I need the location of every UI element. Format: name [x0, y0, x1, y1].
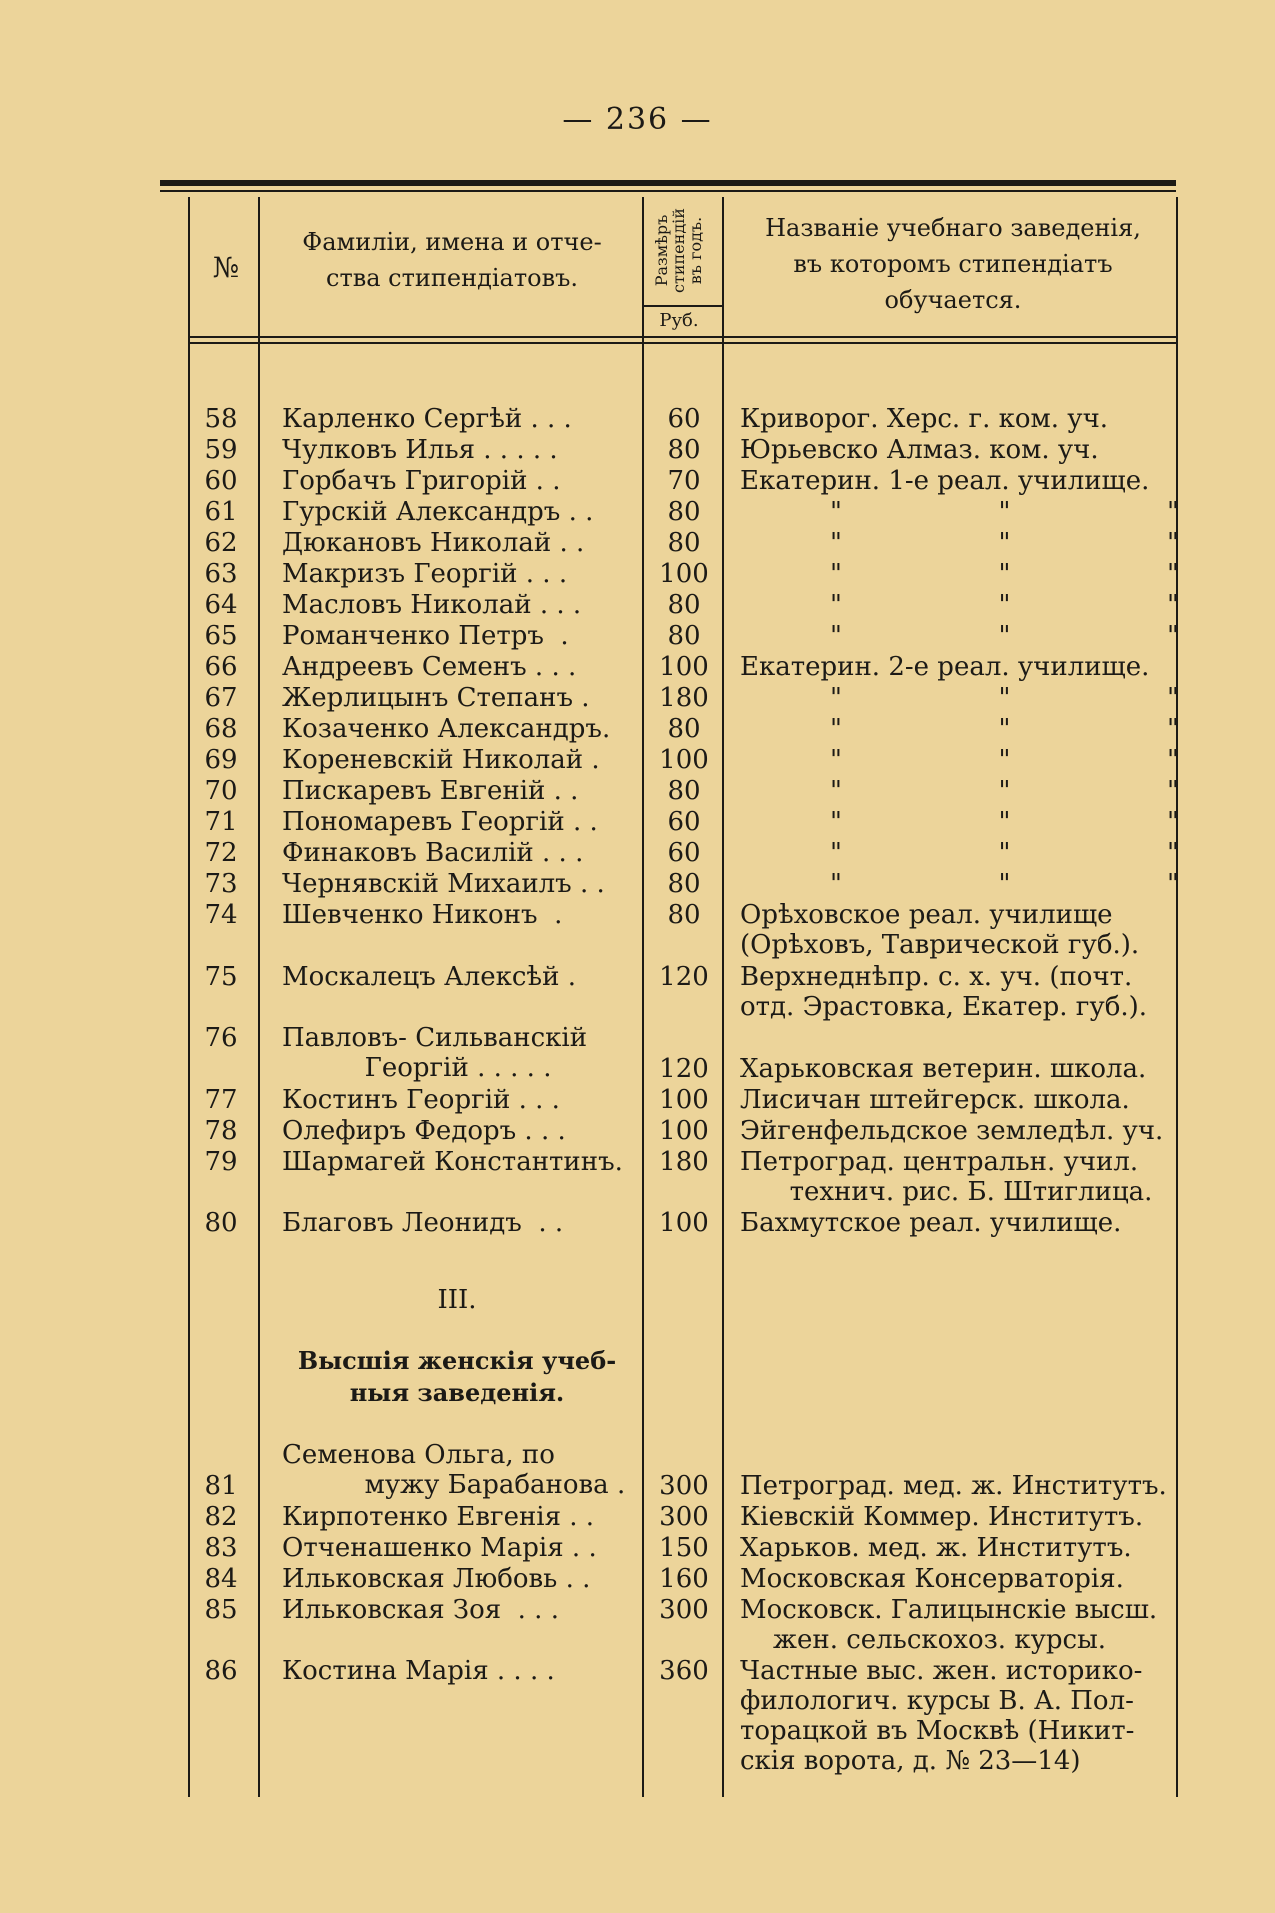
row-institution: " " ": [830, 621, 1179, 651]
row-name: Кирпотенко Евгенія . .: [282, 1501, 595, 1532]
row-amount: 80: [667, 714, 701, 744]
row-institution: " " ": [830, 590, 1179, 620]
row-amount: 70: [667, 466, 701, 496]
row-institution: Петроград. центральн. учил. технич. рис. Б. Штиглица.: [740, 1146, 1153, 1207]
row-institution: Бахмутское реал. училище.: [740, 1208, 1122, 1238]
row-number: 59: [204, 435, 238, 465]
row-amount: 80: [667, 435, 701, 465]
row-institution: Эйгенфельдское земледѣл. уч.: [740, 1115, 1164, 1146]
row-number: 72: [204, 838, 238, 868]
row-amount: 80: [667, 528, 701, 558]
row-institution: Харьков. мед. ж. Институтъ.: [740, 1532, 1132, 1563]
column-divider: [642, 197, 644, 1797]
row-number: 70: [204, 776, 238, 806]
column-divider: [258, 197, 260, 1797]
row-institution: Московск. Галицынскіе высш. жен. сельскохоз. курсы.: [740, 1594, 1158, 1655]
row-name: Шевченко Никонъ .: [282, 900, 563, 930]
row-institution: " " ": [830, 559, 1179, 589]
row-name: Костинъ Георгій . . .: [282, 1084, 560, 1115]
row-amount: 80: [667, 590, 701, 620]
row-institution: Верхнеднѣпр. с. х. уч. (почт. отд. Эрастовка, Екатер. губ.).: [740, 961, 1148, 1022]
row-number: 66: [204, 652, 238, 682]
row-name: Кореневскій Николай .: [282, 745, 600, 775]
row-institution: Екатерин. 2-е реал. училище.: [740, 652, 1150, 682]
row-institution: " " ": [830, 869, 1179, 899]
row-amount: 60: [667, 404, 701, 434]
row-amount: 300: [659, 1470, 709, 1501]
row-institution: " " ": [830, 497, 1179, 527]
row-amount: 60: [667, 838, 701, 868]
row-name: Ильковская Любовь . .: [282, 1563, 591, 1594]
row-institution: " " ": [830, 528, 1179, 558]
row-number: 64: [204, 590, 238, 620]
header-rule: [188, 336, 1176, 338]
row-amount: 80: [667, 621, 701, 651]
row-amount: 150: [659, 1532, 709, 1563]
row-name: Финаковъ Василій . . .: [282, 838, 584, 868]
row-number: 65: [204, 621, 238, 651]
row-number: 74: [204, 900, 238, 930]
header-size: [640, 198, 716, 302]
row-number: 71: [204, 807, 238, 837]
row-amount: 120: [659, 961, 709, 992]
unit-divider: [642, 305, 722, 307]
row-institution: Юрьевско Алмаз. ком. уч.: [740, 435, 1099, 465]
row-name: Отченашенко Марія . .: [282, 1532, 597, 1563]
row-name: Ильковская Зоя . . .: [282, 1594, 559, 1625]
row-name: Макризъ Георгій . . .: [282, 559, 568, 589]
row-name: Семенова Ольга, по мужу Барабанова .: [282, 1440, 626, 1500]
row-institution: " " ": [830, 714, 1179, 744]
row-amount: 120: [659, 1053, 709, 1084]
header-institution: Названіе учебнаго заведенія, въ которомъ стипендіатъ обучается.: [765, 214, 1141, 314]
row-number: 83: [204, 1532, 238, 1563]
row-number: 76: [204, 1023, 238, 1053]
row-name: Шармагей Константинъ.: [282, 1146, 623, 1177]
row-name: Павловъ- Сильванскій Георгій . . . . .: [282, 1023, 588, 1083]
row-number: 80: [204, 1208, 238, 1238]
row-number: 60: [204, 466, 238, 496]
row-amount: 80: [667, 776, 701, 806]
row-institution: " " ": [830, 745, 1179, 775]
row-number: 82: [204, 1501, 238, 1532]
row-amount: 100: [659, 652, 709, 682]
row-number: 84: [204, 1563, 238, 1594]
row-institution: " " ": [830, 838, 1179, 868]
header-unit: Руб.: [659, 310, 699, 331]
column-divider: [188, 197, 190, 1797]
row-name: Пономаревъ Георгій . .: [282, 807, 598, 837]
header-rule: [188, 342, 1176, 344]
row-name: Благовъ Леонидъ . .: [282, 1208, 564, 1238]
row-number: 78: [204, 1115, 238, 1146]
row-name: Горбачъ Григорій . .: [282, 466, 561, 496]
row-amount: 80: [667, 869, 701, 899]
row-amount: 360: [659, 1656, 709, 1686]
row-institution: Частные выс. жен. историко- филологич. курсы В. А. Пол- торацкой въ Москвѣ (Никит- скія ворота, д. № 23—14): [740, 1656, 1143, 1776]
row-number: 69: [204, 745, 238, 775]
row-number: 86: [204, 1656, 238, 1686]
row-amount: 60: [667, 807, 701, 837]
column-divider: [1176, 197, 1178, 1797]
row-institution: " " ": [830, 807, 1179, 837]
row-institution: " " ": [830, 776, 1179, 806]
row-number: 75: [204, 961, 238, 992]
row-name: Чернявскій Михаилъ . .: [282, 869, 605, 899]
row-number: 61: [204, 497, 238, 527]
header-number: №: [212, 251, 240, 284]
row-amount: 180: [659, 1146, 709, 1177]
row-name: Костина Марія . . . .: [282, 1656, 555, 1686]
row-amount: 300: [659, 1501, 709, 1532]
row-institution: Екатерин. 1-е реал. училище.: [740, 466, 1150, 496]
row-amount: 300: [659, 1594, 709, 1625]
top-rule: [160, 180, 1176, 186]
row-amount: 100: [659, 1084, 709, 1115]
row-amount: 180: [659, 683, 709, 713]
row-number: 85: [204, 1594, 238, 1625]
row-number: 79: [204, 1146, 238, 1177]
section-numeral: III.: [437, 1285, 477, 1315]
row-institution: Харьковская ветерин. школа.: [740, 1053, 1147, 1084]
row-name: Жерлицынъ Степанъ .: [282, 683, 590, 713]
row-institution: Лисичан штейгерск. школа.: [740, 1084, 1130, 1115]
row-name: Карленко Сергѣй . . .: [282, 404, 572, 434]
row-number: 77: [204, 1084, 238, 1115]
row-name: Гурскій Александръ . .: [282, 497, 594, 527]
header-name: Фамиліи, имена и отче- ства стипендіатовъ.: [302, 228, 602, 292]
row-amount: 160: [659, 1563, 709, 1594]
row-name: Чулковъ Илья . . . . .: [282, 435, 558, 465]
row-name: Москалецъ Алексѣй .: [282, 961, 576, 992]
row-number: 67: [204, 683, 238, 713]
page-number: — 236 —: [562, 102, 713, 137]
header-size-label: Размѣръ стипендій въ годъ.: [651, 207, 705, 293]
row-number: 68: [204, 714, 238, 744]
row-name: Андреевъ Семенъ . . .: [282, 652, 577, 682]
row-institution: Петроград. мед. ж. Институтъ.: [740, 1470, 1167, 1501]
row-name: Дюкановъ Николай . .: [282, 528, 585, 558]
row-name: Козаченко Александръ.: [282, 714, 611, 744]
row-institution: Криворог. Херс. г. ком. уч.: [740, 404, 1109, 434]
section-title: Высшія женскія учеб- ныя заведенія.: [297, 1346, 617, 1407]
row-amount: 100: [659, 559, 709, 589]
row-number: 73: [204, 869, 238, 899]
row-amount: 100: [659, 1115, 709, 1146]
row-amount: 80: [667, 900, 701, 930]
row-number: 81: [204, 1470, 238, 1501]
row-institution: Московская Консерваторія.: [740, 1563, 1124, 1594]
top-rule-thin: [160, 190, 1176, 192]
row-number: 58: [204, 404, 238, 434]
row-institution: " " ": [830, 683, 1179, 713]
row-amount: 80: [667, 497, 701, 527]
row-name: Масловъ Николай . . .: [282, 590, 582, 620]
row-amount: 100: [659, 1208, 709, 1238]
row-name: Пискаревъ Евгеній . .: [282, 776, 579, 806]
row-institution: Орѣховское реал. училище (Орѣховъ, Таврической губ.).: [740, 900, 1140, 960]
row-number: 62: [204, 528, 238, 558]
row-institution: Кіевскій Коммер. Институтъ.: [740, 1501, 1144, 1532]
row-amount: 100: [659, 745, 709, 775]
row-number: 63: [204, 559, 238, 589]
row-name: Романченко Петръ .: [282, 621, 569, 651]
column-divider: [722, 197, 724, 1797]
row-name: Олефиръ Федоръ . . .: [282, 1115, 566, 1146]
